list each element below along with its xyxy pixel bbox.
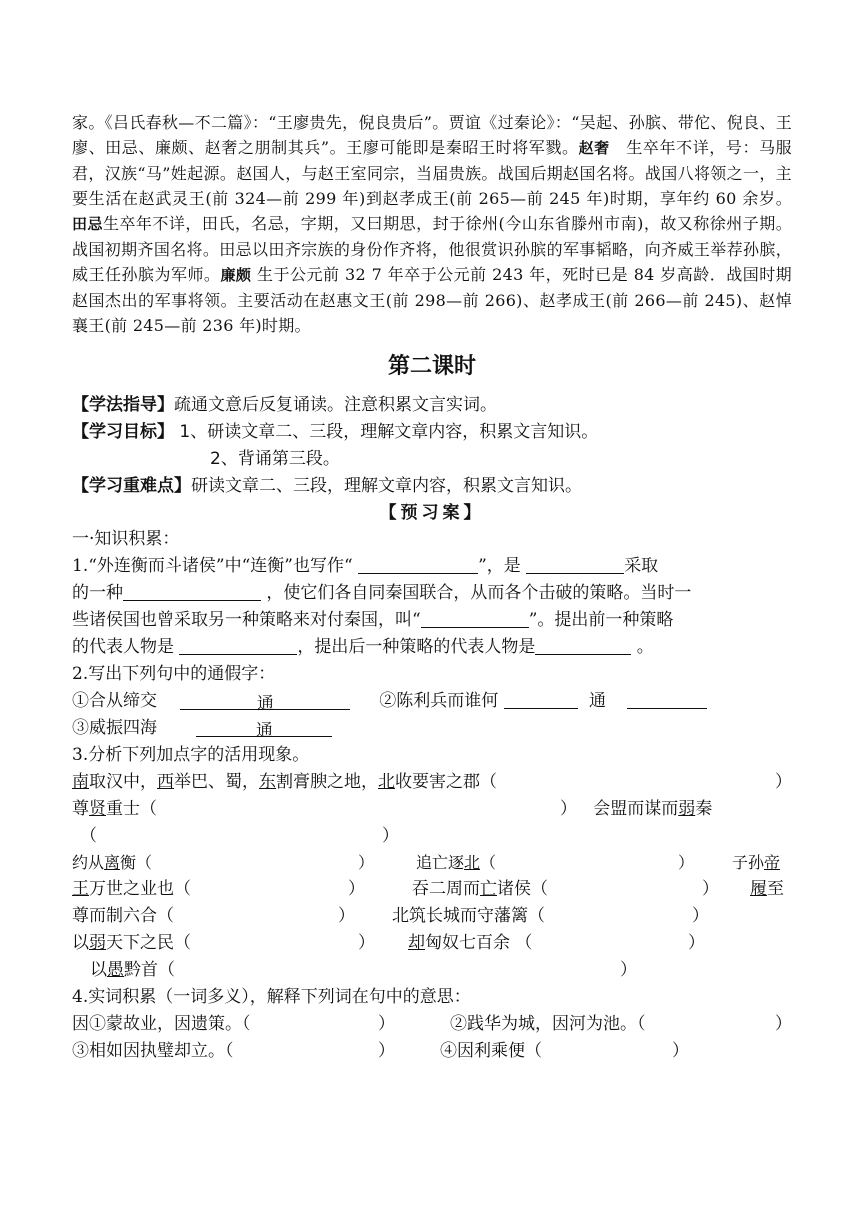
q3-text: 追亡逐 — [416, 853, 465, 872]
close-paren: ） — [560, 799, 577, 819]
close-paren: ） — [338, 906, 355, 926]
q3-line-4 — [72, 850, 792, 876]
q3-dotted-char: 贤 — [89, 799, 106, 819]
q3-text: （ — [480, 853, 497, 872]
q3-segment — [412, 876, 548, 903]
q1-blank-1[interactable] — [358, 555, 478, 574]
q1-line-4 — [72, 634, 792, 661]
close-paren: ） — [775, 1014, 792, 1034]
q3-text: 天下之民（ — [106, 933, 191, 953]
close-paren: ） — [378, 1041, 395, 1061]
close-paren: ） — [348, 879, 365, 899]
close-paren: ） — [382, 826, 399, 846]
q3-dotted-char: 北 — [464, 853, 481, 872]
q3-text: 举巴、蜀， — [174, 772, 259, 792]
q3-line-1 — [72, 769, 792, 796]
key-points-text: 研读文章二、三段，理解文章内容，积累文言知识。 — [191, 476, 582, 496]
q3-text: 尊 — [72, 799, 89, 819]
close-paren: ） — [692, 906, 709, 926]
q3-dotted-char: 西 — [157, 772, 174, 792]
q1-line-1 — [72, 553, 792, 580]
goal-1-text: 1、研读文章二、三段，理解文章内容，积累文言知识。 — [174, 422, 599, 442]
q1-text-j: 。 — [631, 637, 654, 657]
q1-line-3 — [72, 607, 792, 634]
q1-blank-6[interactable] — [535, 636, 631, 655]
q3-text: 至 — [767, 879, 784, 899]
document-page — [72, 110, 792, 1065]
name-zhaoshe: 赵奢 — [578, 139, 610, 157]
goal-row-1 — [72, 419, 792, 446]
study-guide-label: 【学法指导】 — [72, 395, 174, 415]
q1-text-e: ，使它们各自同秦国联合，从而各个击破的策略。当时一 — [261, 583, 692, 603]
q1-text-c: 采取 — [624, 556, 659, 576]
q3-line-6 — [72, 903, 792, 930]
key-points-row — [72, 473, 792, 500]
open-paren: （ — [80, 826, 97, 846]
tong-label: 通 — [255, 721, 273, 741]
close-paren: ） — [702, 879, 719, 899]
close-paren: ） — [620, 960, 637, 980]
q1-blank-2[interactable] — [526, 555, 624, 574]
q3-dotted-char: 帝 — [764, 853, 781, 872]
q3-line-2 — [72, 796, 792, 823]
q1-blank-3[interactable] — [123, 582, 261, 601]
q3-text: 万世之业也（ — [89, 879, 191, 899]
q3-text: 衡（ — [120, 853, 153, 872]
q3-text: 诸侯（ — [497, 879, 548, 899]
intro-text-1: 家。《吕氏春秋—不二篇》：“王廖贵先，倪良贵后”。贾谊《过秦论》：“吴起、孙膑、带佗、倪良、王廖、田忌、廉颇、赵奢之朋制其兵”。王廖可能即是秦昭王时将军戮。 — [72, 113, 792, 157]
q1-text-i: ，提出后一种策略的代表人物是 — [297, 637, 536, 657]
q3-dotted-char: 弱 — [89, 933, 106, 953]
section-title: 第二课时 — [387, 354, 476, 379]
goal-label: 【学习目标】 — [72, 422, 174, 442]
q4-item-d: ④因利乘便（ — [440, 1041, 542, 1061]
key-points-label: 【学习重难点】 — [72, 476, 191, 496]
q3-dotted-char: 弱 — [678, 799, 696, 819]
q3-dotted-char: 北 — [378, 772, 395, 792]
tong-label: 通 — [589, 691, 607, 711]
q3-text: 会盟而谋而 — [593, 799, 679, 819]
q3-text: 约从 — [72, 853, 105, 872]
q3-dotted-char: 东 — [259, 772, 276, 792]
q3-segment — [416, 850, 496, 876]
q1-blank-5[interactable] — [179, 636, 297, 655]
q3-line-8 — [72, 957, 792, 984]
q1-line-2 — [72, 580, 792, 607]
close-paren: ） — [678, 853, 695, 872]
q3-heading: 3.分析下列加点字的活用现象。 — [72, 745, 310, 765]
close-paren: ） — [688, 933, 705, 953]
q3-dotted-char: 却 — [408, 933, 425, 953]
q1-text-f: 些诸侯国也曾采取另一种策略来对付秦国，叫“ — [72, 610, 421, 630]
q2-line-2 — [72, 715, 792, 742]
q1-blank-4[interactable] — [421, 609, 529, 628]
preview-title: 【预习案】 — [379, 503, 485, 523]
intro-text-4: 生于公元前 32 7 年卒于公元前 243 年，死时已是 84 岁高龄．战国时期赵国杰出的军事将领。主要活动在赵惠文王(前 298—前 266)、赵孝成王(前 266—前 245)、赵悼襄王(前 245—前 236 年)时期。 — [72, 265, 792, 335]
q3-text: 割膏腴之地， — [276, 772, 378, 792]
q2-blank-b2[interactable] — [627, 690, 707, 709]
q2-line-1 — [72, 688, 792, 715]
tong-label: 通 — [256, 694, 274, 714]
q1-text-h: 的代表人物是 — [72, 637, 180, 657]
q3-dotted-char: 南 — [72, 772, 89, 792]
q3-text: 以 — [72, 933, 89, 953]
q3-line-3 — [72, 823, 792, 850]
q3-segment — [560, 796, 712, 823]
q3-text: 北筑长城而守藩篱（ — [392, 906, 545, 926]
q3-line-7 — [72, 930, 792, 957]
name-lianpo: 廉颇 — [220, 266, 252, 284]
q2-heading: 2.写出下列句中的通假字： — [72, 664, 276, 684]
q3-line-5 — [72, 876, 792, 903]
q2-item-c: ③威振四海 — [72, 718, 157, 738]
goal-row-2 — [72, 446, 792, 473]
q2-blank-a[interactable] — [180, 691, 350, 714]
study-guide-text: 疏通文意后反复诵读。注意积累文言实词。 — [174, 395, 497, 415]
close-paren: ） — [672, 1041, 689, 1061]
q3-segment — [408, 930, 532, 957]
intro-paragraph — [72, 110, 792, 338]
q3-text: 重士（ — [106, 799, 157, 819]
close-paren: ） — [358, 853, 375, 872]
q3-segment — [750, 876, 784, 903]
q4-heading: 4.实词积累（一词多义），解释下列词在句中的意思： — [72, 987, 471, 1007]
q3-segment — [72, 960, 175, 980]
study-guide-row — [72, 392, 792, 419]
q1-text-d: 的一种 — [72, 583, 123, 603]
q3-text: 匈奴七百余 （ — [425, 933, 533, 953]
close-paren: ） — [775, 772, 792, 792]
q4-line-1 — [72, 1011, 792, 1038]
intro-text-3: 生卒年不详，田氏，名忌，字期，又曰期思，封于徐州(今山东省滕州市南)，故又称徐州子期。战国初期齐国名将。田忌以田齐宗族的身份作齐将，他很赏识孙膑的军事韬略，向齐威王举荐孙膑，威王任孙膑为军师。 — [72, 214, 792, 284]
intro-text-2: 生卒年不详，号：马服君，汉族“马”姓起源。赵国人，与赵王室同宗，当届贵族。战国后期赵国名将。战国八将领之一，主要生活在赵武灵王(前 324—前 299 年)到赵孝成王(前 265—前 245 年)时期，享年约 60 余岁。 — [72, 138, 792, 208]
goal-2-text: 2、背诵第三段。 — [210, 449, 340, 469]
q3-dotted-char: 愚 — [107, 960, 124, 980]
name-tianji: 田忌 — [72, 215, 103, 233]
q3-dotted-char: 王 — [72, 879, 89, 899]
q3-text: 黔首（ — [124, 960, 175, 980]
q4-item-b: ②践华为城，因河为池。（ — [450, 1014, 646, 1034]
q3-text: 秦 — [695, 799, 713, 819]
q3-text: 吞二周而 — [412, 879, 480, 899]
q3-text: 取汉中， — [89, 772, 157, 792]
knowledge-heading: 一·知识积累： — [72, 529, 180, 549]
q1-text-b: ”，是 — [478, 556, 527, 576]
close-paren: ） — [358, 933, 375, 953]
q3-segment — [732, 850, 780, 876]
q4-item-a: 因①蒙故业，因遗策。（ — [72, 1014, 251, 1034]
q4-line-2 — [72, 1038, 792, 1065]
q3-dotted-char: 亡 — [480, 879, 497, 899]
q3-text: 收要害之郡（ — [395, 772, 497, 792]
q1-text-a: 1.“外连衡而斗诸侯”中“连衡”也写作“ — [72, 556, 359, 576]
q3-dotted-char: 履 — [750, 879, 767, 899]
q3-dotted-char: 离 — [104, 853, 121, 872]
q3-text: 子孙 — [732, 853, 765, 872]
q2-item-a: ①合从缔交 — [72, 691, 157, 711]
q2-blank-b1[interactable] — [504, 690, 578, 709]
q2-item-b: ②陈利兵而谁何 — [379, 691, 499, 711]
q4-item-c: ③相如因执璧却立。（ — [72, 1041, 234, 1061]
q3-text: 以 — [90, 960, 107, 980]
q2-blank-c[interactable] — [196, 718, 332, 741]
q3-sentence-1 — [72, 772, 497, 792]
q3-text: 尊而制六合（ — [72, 906, 174, 926]
close-paren: ） — [378, 1014, 395, 1034]
q1-text-g: ”。提出前一种策略 — [528, 610, 674, 630]
